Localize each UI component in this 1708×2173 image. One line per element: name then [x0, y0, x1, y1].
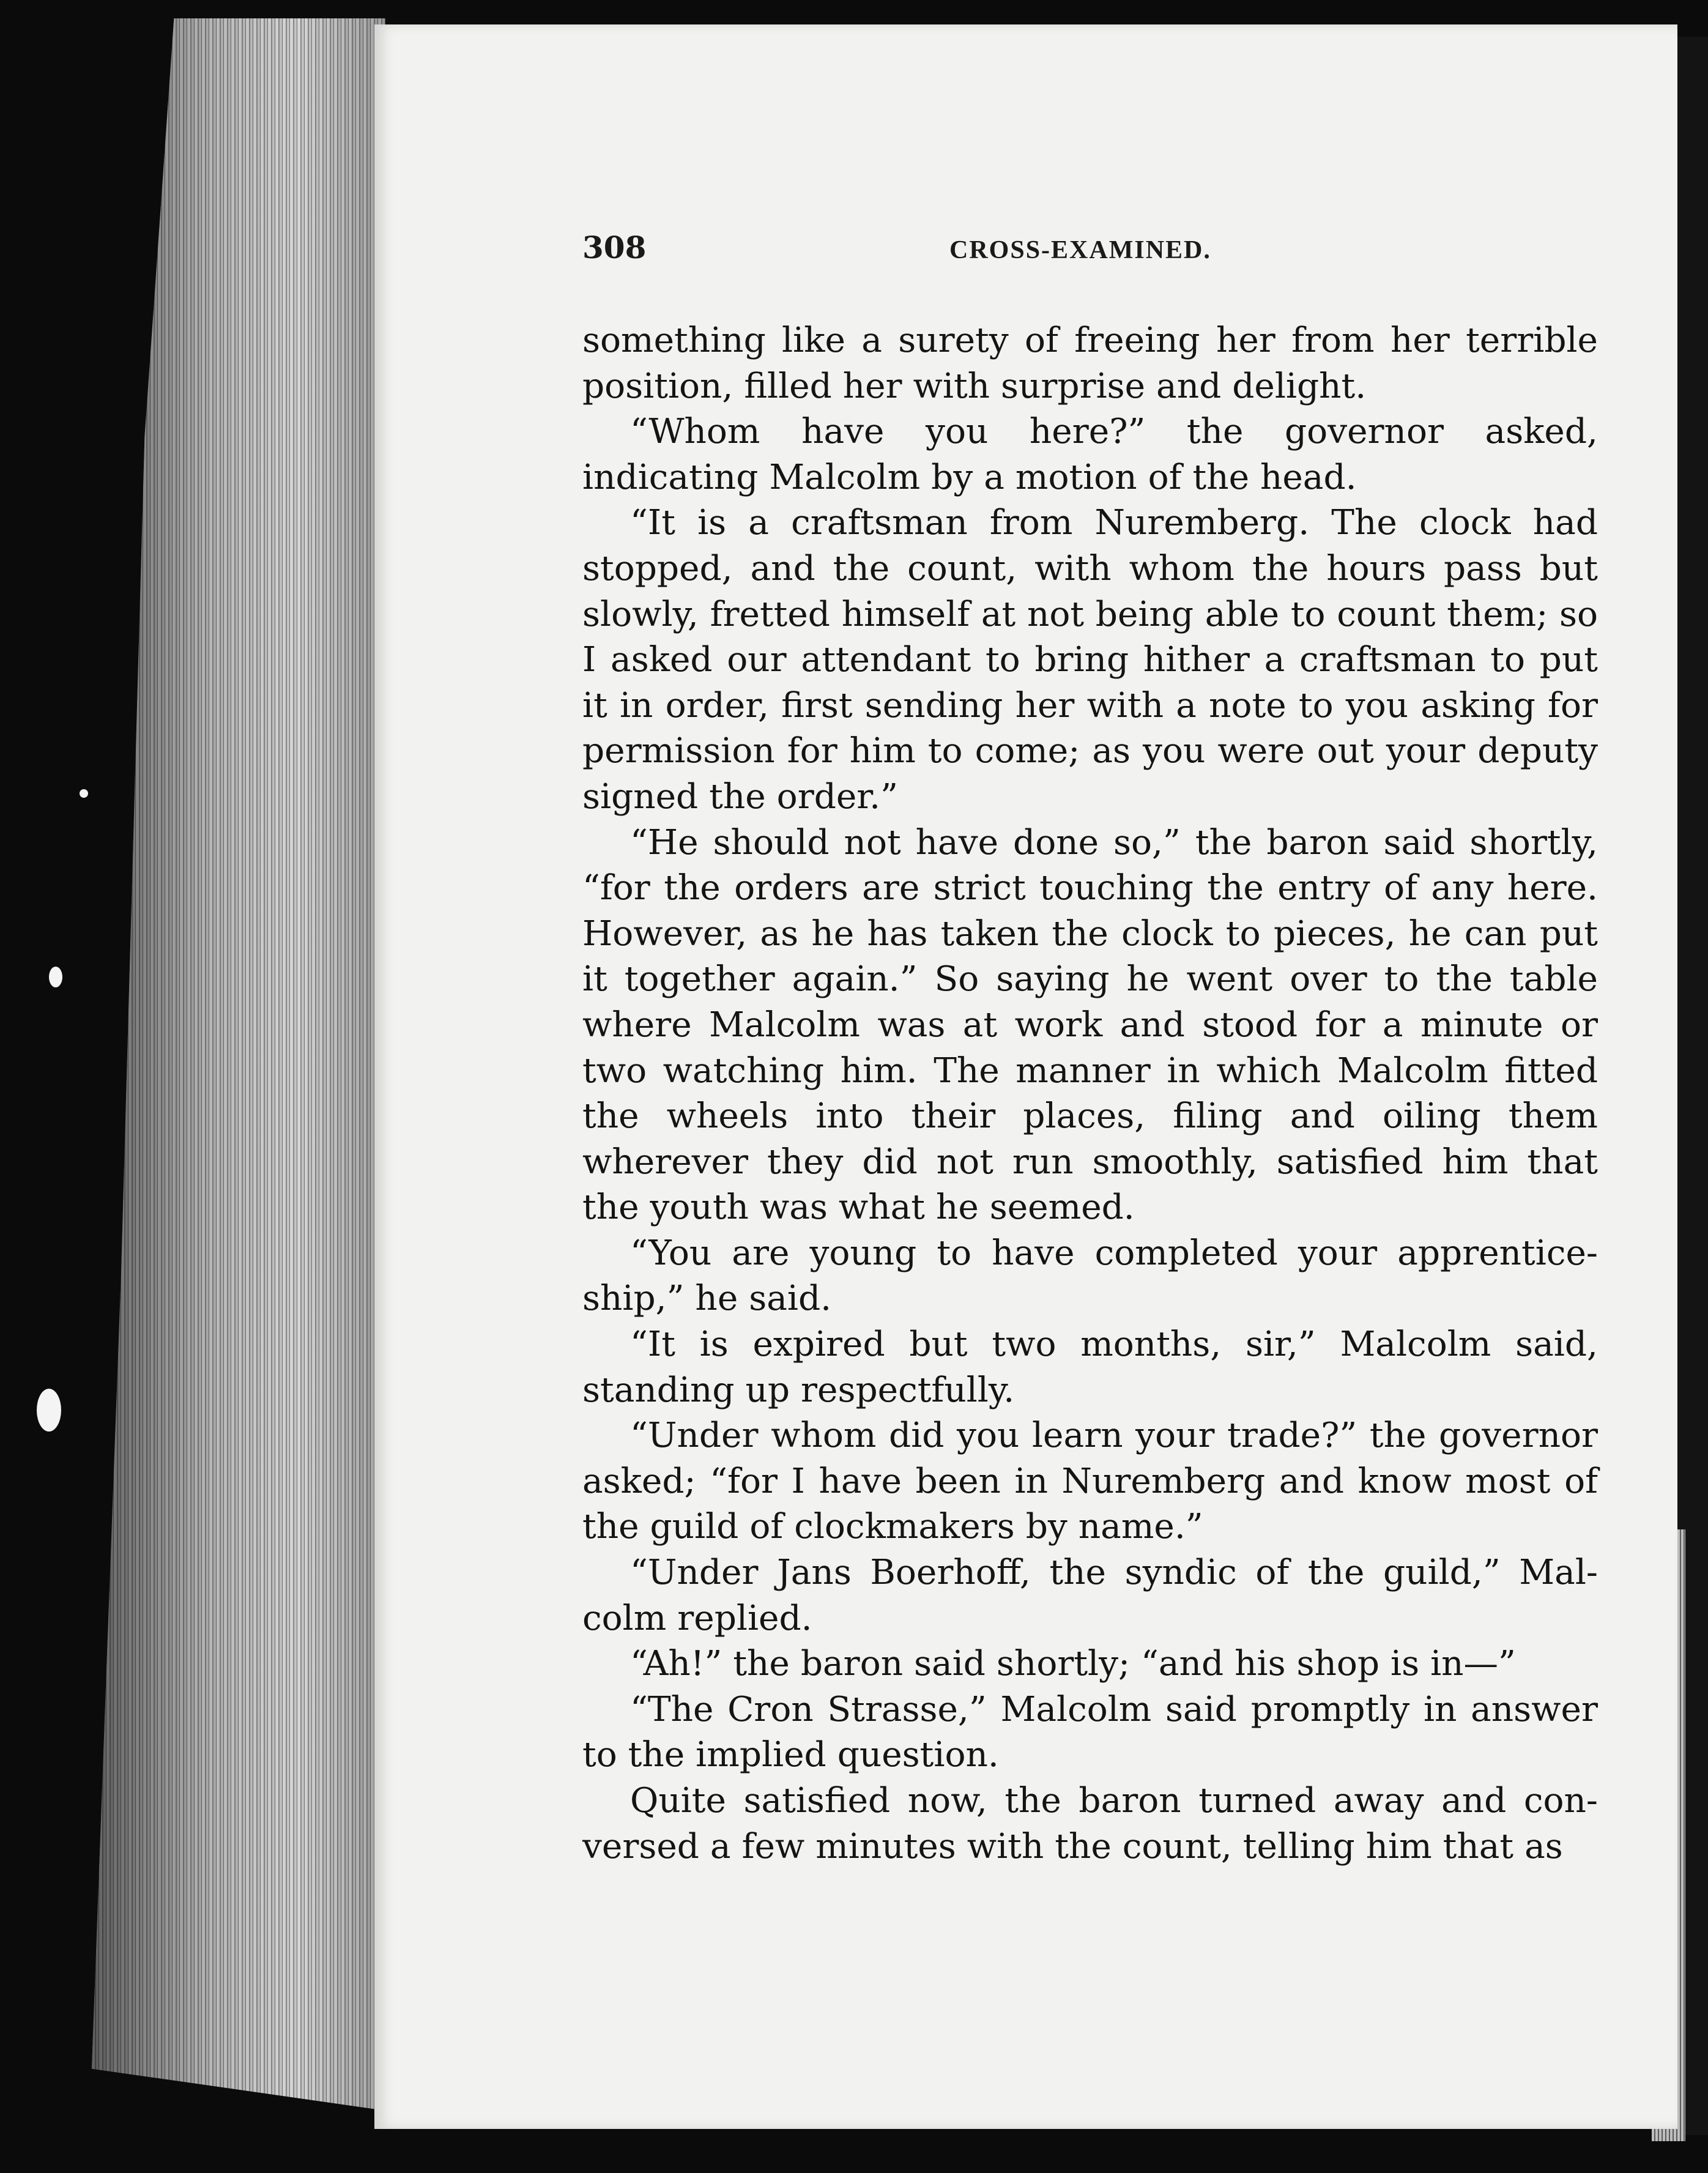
page-edges-shadow: [92, 18, 385, 2111]
paragraph: “Ah!” the baron said shortly; “and his shop is in—”: [630, 1644, 1516, 1684]
dust-speck: [49, 967, 62, 987]
paragraph: Quite satisfied now, the baron turned away and conversed a few minutes with the count, telling him that as: [582, 1781, 1598, 1867]
paragraph: “He should not have done so,” the baron said shortly, “for the orders are strict touching the entry of any here. However, as he has taken the clock to pieces, he can put it together again.” So saying he went over to the table where Malcolm was at work and stood for a minute or two watching him. The manner in which Malcolm fitted the wheels into their places, filing and oiling them wherever they did not run smoothly, satisfied him that the youth was what he seemed.: [582, 822, 1598, 1228]
paragraph: “You are young to have completed your apprenticeship,” he said.: [582, 1233, 1598, 1319]
paragraph: something like a surety of freeing her from her terrible position, filled her with surprise and delight.: [582, 321, 1598, 406]
page-number: 308: [582, 229, 647, 266]
paragraph: “Whom have you here?” the governor asked, indicating Malcolm by a motion of the head.: [582, 412, 1598, 497]
running-head: [582, 229, 1622, 284]
paragraph: “It is a craftsman from Nuremberg. The clock had stopped, and the count, with whom the hours pass but slowly, fretted himself at not being able to count them; so I asked our attendant to bring hither a craftsman to put it in order, first sending her with a note to you asking for permission for him to come; as you were out your deputy signed the order.”: [582, 503, 1598, 817]
body-text: [582, 318, 1598, 1870]
running-title: CROSS-EXAMINED.: [949, 236, 1211, 264]
paragraph: “Under whom did you learn your trade?” the governor asked; “for I have been in Nuremberg and know most of the guild of clockmakers by name.”: [582, 1416, 1598, 1547]
book-page: [374, 24, 1677, 2129]
paragraph: “It is expired but two months, sir,” Malcolm said, standing up respectfully.: [582, 1324, 1598, 1410]
paragraph: “The Cron Strasse,” Malcolm said promptly in answer to the implied question.: [582, 1689, 1598, 1775]
dust-speck: [37, 1389, 61, 1432]
dust-speck: [80, 789, 88, 798]
paragraph: “Under Jans Boerhoff, the syndic of the guild,” Malcolm replied.: [582, 1553, 1598, 1638]
